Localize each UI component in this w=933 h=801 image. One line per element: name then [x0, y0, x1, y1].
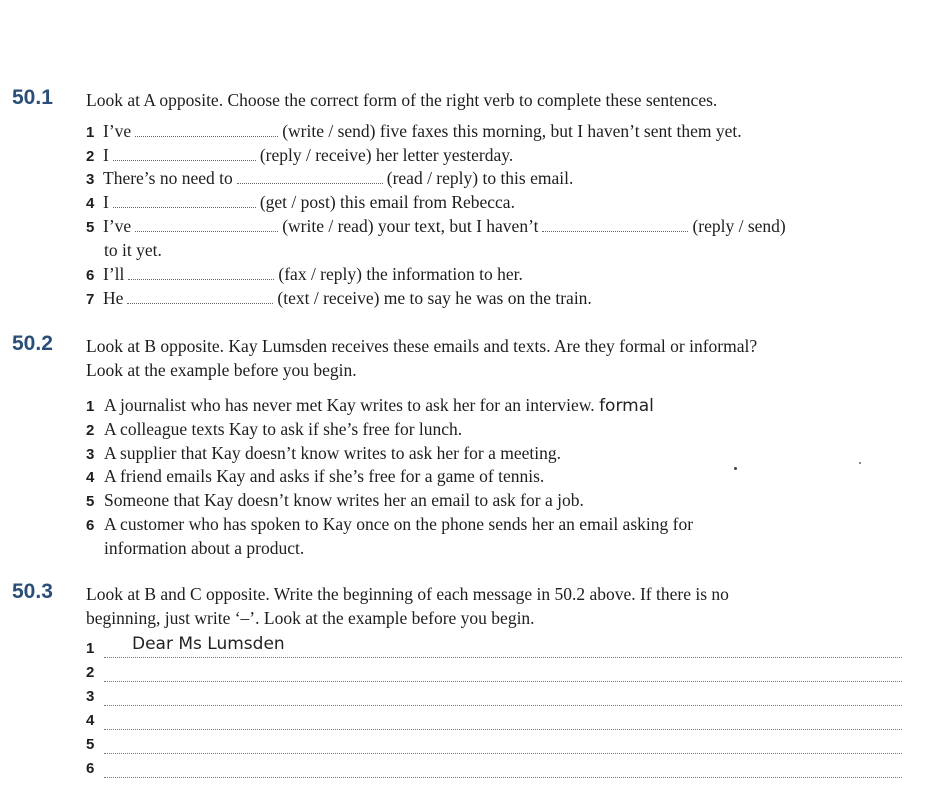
item-text: (fax / reply) the information to her.	[278, 264, 523, 284]
answer-dotted-line	[104, 753, 902, 754]
exercise-number-50-2: 50.2	[12, 332, 53, 355]
answer-blank[interactable]	[113, 193, 256, 208]
item-number: 4	[86, 469, 95, 486]
scan-speck	[734, 467, 737, 470]
answer-number: 4	[86, 712, 95, 729]
list-item	[86, 263, 523, 287]
handwritten-answer: formal	[599, 396, 654, 416]
item-text: (get / post) this email from Rebecca.	[259, 192, 515, 212]
list-item	[86, 418, 462, 442]
exercise-number-50-1: 50.1	[12, 86, 53, 109]
item-text: I	[103, 145, 109, 165]
scan-speck	[859, 462, 861, 464]
answer-blank[interactable]	[113, 146, 256, 161]
answer-number: 6	[86, 760, 95, 777]
answer-blank[interactable]	[127, 289, 273, 304]
item-text: (text / receive) me to say he was on the train.	[277, 288, 592, 308]
answer-blank[interactable]	[135, 122, 278, 137]
item-number: 3	[86, 446, 95, 463]
answer-dotted-line	[104, 777, 902, 778]
answer-blank[interactable]	[128, 265, 274, 280]
item-text: A colleague texts Kay to ask if she’s free for lunch.	[104, 419, 463, 439]
exercise-instruction: Look at B and C opposite. Write the beginning of each message in 50.2 above. If there is no	[86, 584, 729, 604]
list-item	[86, 465, 544, 489]
list-item	[86, 191, 515, 215]
item-text: A customer who has spoken to Kay once on the phone sends her an email asking for	[104, 514, 694, 534]
answer-number: 2	[86, 664, 95, 681]
item-text: (write / send) five faxes this morning, but I haven’t sent them yet.	[282, 121, 742, 141]
answer-dotted-line	[104, 657, 902, 658]
answer-dotted-line	[104, 681, 902, 682]
list-item	[86, 120, 742, 144]
answer-line[interactable]	[86, 734, 902, 756]
item-text: A friend emails Kay and asks if she’s free for a game of tennis.	[104, 466, 545, 486]
item-text: He	[103, 288, 124, 308]
list-item	[86, 167, 573, 191]
exercise-instruction: beginning, just write ‘–’. Look at the example before you begin.	[86, 608, 535, 628]
item-text: I	[103, 192, 109, 212]
answer-number: 5	[86, 736, 95, 753]
item-number: 2	[86, 422, 95, 439]
item-text: (write / read) your text, but I haven’t	[282, 216, 539, 236]
item-number: 1	[86, 124, 95, 141]
list-item	[86, 442, 561, 466]
item-text: (reply / receive) her letter yesterday.	[259, 145, 514, 165]
answer-dotted-line	[104, 729, 902, 730]
list-item	[86, 394, 654, 418]
exercise-instruction: Look at B opposite. Kay Lumsden receives these emails and texts. Are they formal or informal?	[86, 336, 758, 356]
list-item	[86, 144, 513, 168]
list-item	[86, 489, 584, 513]
item-text: Someone that Kay doesn’t know writes her an email to ask for a job.	[104, 490, 584, 510]
handwritten-answer: Dear Ms Lumsden	[132, 634, 285, 654]
answer-line[interactable]	[86, 662, 902, 684]
answer-number: 3	[86, 688, 95, 705]
item-number: 6	[86, 267, 95, 284]
item-number: 6	[86, 517, 95, 534]
answer-blank[interactable]	[237, 169, 383, 184]
answer-dotted-line	[104, 705, 902, 706]
item-text: I’ve	[103, 216, 132, 236]
list-item	[86, 215, 786, 239]
list-item	[86, 287, 592, 311]
answer-line[interactable]	[86, 758, 902, 780]
item-text: I’ll	[103, 264, 125, 284]
item-number: 7	[86, 291, 95, 308]
item-text: A supplier that Kay doesn’t know writes to ask her for a meeting.	[104, 443, 562, 463]
item-number: 3	[86, 171, 95, 188]
item-continuation: information about a product.	[104, 538, 305, 558]
list-item	[86, 513, 693, 537]
answer-line[interactable]	[86, 686, 902, 708]
item-number: 5	[86, 493, 95, 510]
exercise-number-50-3: 50.3	[12, 580, 53, 603]
item-continuation: to it yet.	[104, 240, 162, 260]
item-text: I’ve	[103, 121, 132, 141]
answer-line[interactable]	[86, 634, 902, 660]
item-number: 2	[86, 148, 95, 165]
exercise-instruction: Look at the example before you begin.	[86, 360, 357, 380]
item-number: 4	[86, 195, 95, 212]
item-number: 1	[86, 398, 95, 415]
item-text: (reply / send)	[692, 216, 786, 236]
exercise-instruction: Look at A opposite. Choose the correct form of the right verb to complete these sentences.	[86, 90, 718, 110]
answer-number: 1	[86, 640, 95, 657]
item-text: A journalist who has never met Kay writes to ask her for an interview.	[104, 395, 595, 415]
item-text: There’s no need to	[103, 168, 233, 188]
item-number: 5	[86, 219, 95, 236]
answer-line[interactable]	[86, 710, 902, 732]
answer-blank[interactable]	[542, 217, 688, 232]
answer-blank[interactable]	[135, 217, 278, 232]
item-text: (read / reply) to this email.	[386, 168, 574, 188]
